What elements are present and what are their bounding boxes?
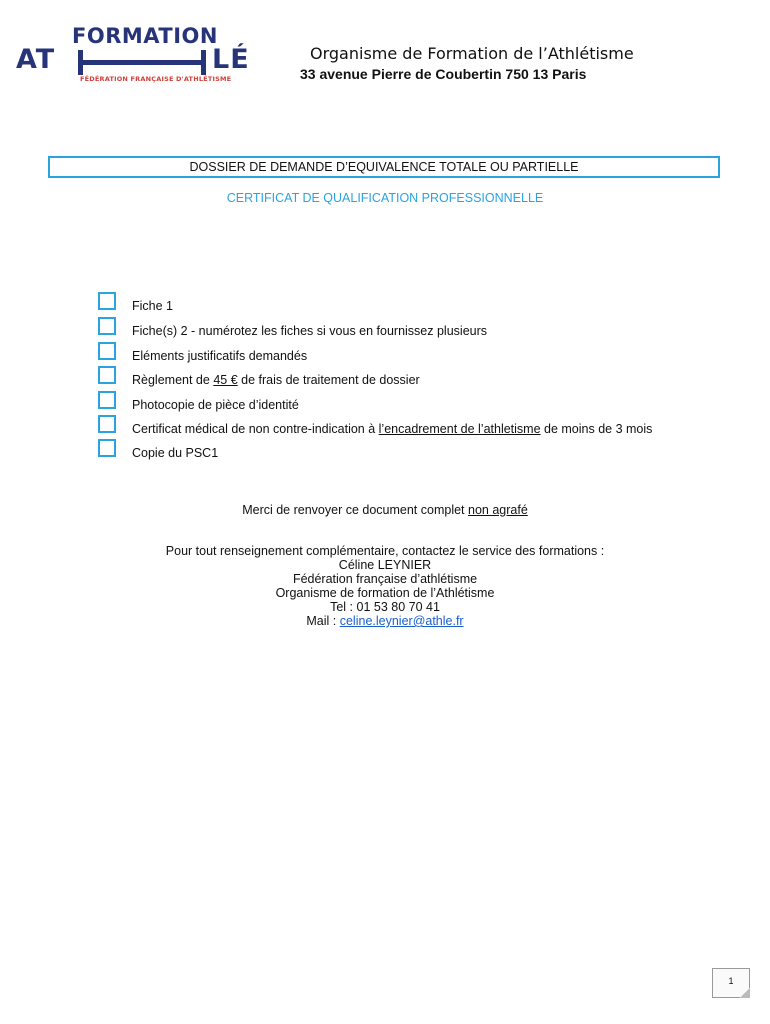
checklist-item-certificat-medical	[132, 422, 652, 436]
checklist-item-photocopie-identite: Photocopie de pièce d’identité	[132, 398, 299, 412]
contact-federation: Fédération française d’athlétisme	[292, 572, 478, 586]
contact-name: Céline LEYNIER	[338, 558, 432, 572]
checklist-item-fiches-2: Fiche(s) 2 - numérotez les fiches si vous en fournissez plusieurs	[132, 324, 488, 338]
checkbox-reglement[interactable]	[98, 366, 116, 384]
checklist-item-reglement	[132, 373, 420, 387]
contact-tel: Tel : 01 53 80 70 41	[330, 600, 440, 614]
checkbox-photocopie-identite[interactable]	[98, 391, 116, 409]
logo-federation-text: FÉDÉRATION FRANÇAISE D'ATHLÉTISME	[80, 75, 232, 83]
checkbox-psc1[interactable]	[98, 439, 116, 457]
logo-formation-text: FORMATION	[72, 24, 218, 48]
return-notice-emphasis: non agrafé	[468, 503, 528, 517]
document-subtitle: CERTIFICAT DE QUALIFICATION PROFESSIONNELLE	[226, 191, 544, 205]
certificat-underlined: l’encadrement de l’athletisme	[378, 422, 541, 436]
org-address: 33 avenue Pierre de Coubertin 750 13 Paris	[300, 66, 587, 82]
checkbox-fiches-2[interactable]	[98, 317, 116, 335]
logo-hurdle-bar	[78, 60, 206, 65]
reglement-amount: 45 €	[213, 373, 238, 387]
federation-logo	[16, 24, 256, 86]
checklist-item-fiche-1: Fiche 1	[132, 299, 173, 313]
checkbox-fiche-1[interactable]	[98, 292, 116, 310]
reglement-text-post: de frais de traitement de dossier	[237, 373, 420, 387]
document-title: DOSSIER DE DEMANDE D’EQUIVALENCE TOTALE OU PARTIELLE	[48, 156, 720, 178]
return-notice	[0, 503, 770, 517]
contact-mail-label: Mail :	[306, 614, 340, 628]
checklist-item-elements-justificatifs: Eléments justificatifs demandés	[132, 349, 308, 363]
logo-at-text: AT	[16, 44, 56, 75]
checkbox-certificat-medical[interactable]	[98, 415, 116, 433]
certificat-text-pre: Certificat médical de non contre-indication à	[132, 422, 379, 436]
reglement-text-pre: Règlement de	[132, 373, 214, 387]
page-number: 1	[712, 968, 750, 998]
contact-mail-link[interactable]: celine.leynier@athle.fr	[339, 614, 464, 628]
logo-le-text: LÉ	[212, 44, 250, 75]
contact-organisme: Organisme de formation de l’Athlétisme	[275, 586, 495, 600]
checkbox-elements-justificatifs[interactable]	[98, 342, 116, 360]
certificat-text-post: de moins de 3 mois	[540, 422, 653, 436]
checklist-item-psc1: Copie du PSC1	[132, 446, 219, 460]
org-title: Organisme de Formation de l’Athlétisme	[310, 44, 634, 63]
contact-mail	[0, 614, 770, 628]
contact-intro: Pour tout renseignement complémentaire, contactez le service des formations :	[165, 544, 605, 558]
return-notice-text: Merci de renvoyer ce document complet	[242, 503, 468, 517]
